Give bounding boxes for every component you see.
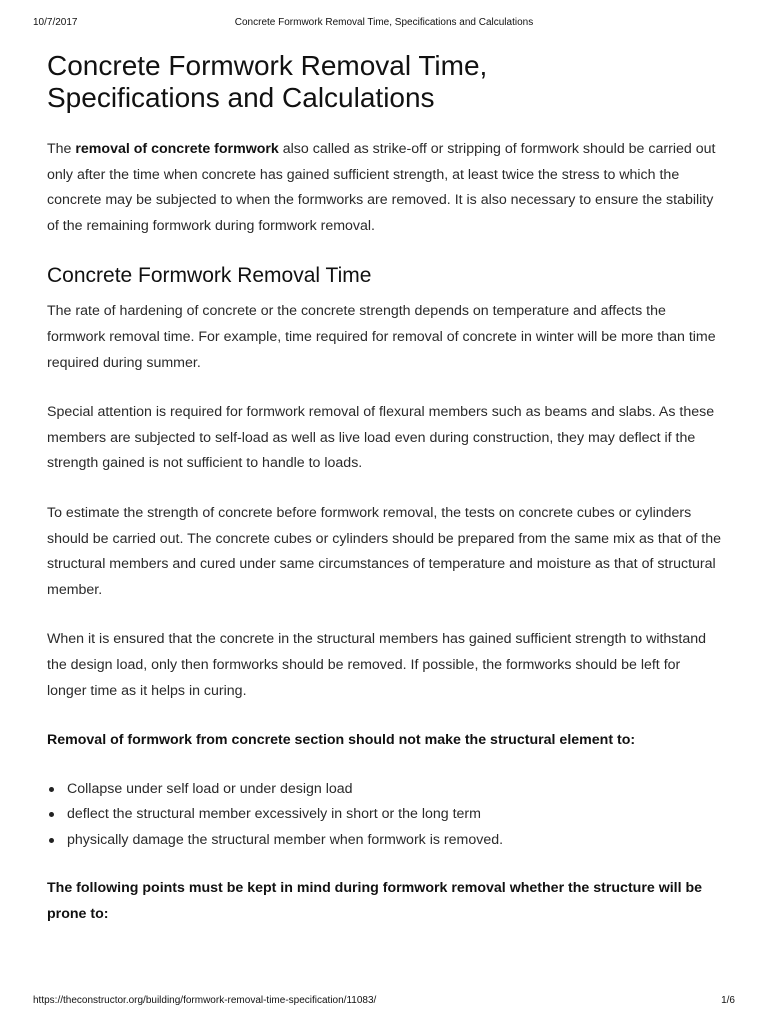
print-header — [33, 17, 735, 31]
intro-bold-term: removal of concrete formwork — [75, 141, 279, 157]
body-paragraph-3: To estimate the strength of concrete before formwork removal, the tests on concrete cubes or cylinders should be carried out. The concrete cubes or cylinders should be prepared from the same mix as that of the structural members and cured under same circumstances of temperature and moisture as that of structural member. — [47, 504, 722, 598]
section-heading: Concrete Formwork Removal Time — [47, 264, 372, 288]
intro-prefix: The — [47, 141, 76, 157]
source-url: https://theconstructor.org/building/formwork-removal-time-specification/11083/ — [33, 995, 377, 1006]
list-heading: Removal of formwork from concrete section should not make the structural element to: — [47, 732, 636, 749]
article-title — [47, 50, 723, 114]
list-item — [67, 828, 723, 854]
closing-bold-paragraph: The following points must be kept in mind during formwork removal whether the structure will be prone to: — [47, 880, 703, 923]
bullet-list — [47, 777, 723, 854]
page-number: 1/6 — [721, 995, 735, 1006]
intro-suffix: also called as strike-off or stripping of formwork should be carried out only after the time when concrete has gained sufficient strength, at least twice the stress to which the concrete may be subjected to when the formworks are removed. It is also necessary to ensure the stability of the remaining formwork during formwork removal. — [47, 141, 716, 234]
article — [47, 50, 723, 928]
bullet-icon — [49, 787, 54, 792]
list-item — [67, 802, 723, 828]
article-title-line-2: Specifications and Calculations — [47, 82, 435, 113]
intro-paragraph — [47, 137, 723, 239]
bullet-icon — [49, 812, 54, 817]
list-item-text: Collapse under self load or under design load — [67, 780, 353, 797]
list-item-text: physically damage the structural member when formwork is removed. — [67, 831, 504, 848]
body-paragraph-4: When it is ensured that the concrete in the structural members has gained sufficient strength to withstand the design load, only then formworks should be removed. If possible, the formworks should be left for longer time as it helps in curing. — [47, 631, 707, 699]
body-paragraph-2: Special attention is required for formwork removal of flexural members such as beams and slabs. As these members are subjected to self-load as well as live load even during construction, they may deflect if the strength gained is not sufficient to handle to loads. — [47, 404, 715, 472]
article-title-line-1: Concrete Formwork Removal Time, — [47, 50, 488, 81]
list-item — [67, 777, 723, 803]
list-item-text: deflect the structural member excessively in short or the long term — [67, 806, 481, 823]
print-footer — [33, 995, 735, 1009]
print-page-title: Concrete Formwork Removal Time, Specifications and Calculations — [234, 17, 534, 28]
bullet-icon — [49, 838, 54, 843]
print-date: 10/7/2017 — [33, 17, 78, 28]
body-paragraph-1: The rate of hardening of concrete or the concrete strength depends on temperature and affects the formwork removal time. For example, time required for removal of concrete in winter will be more than time required during summer. — [47, 303, 716, 371]
